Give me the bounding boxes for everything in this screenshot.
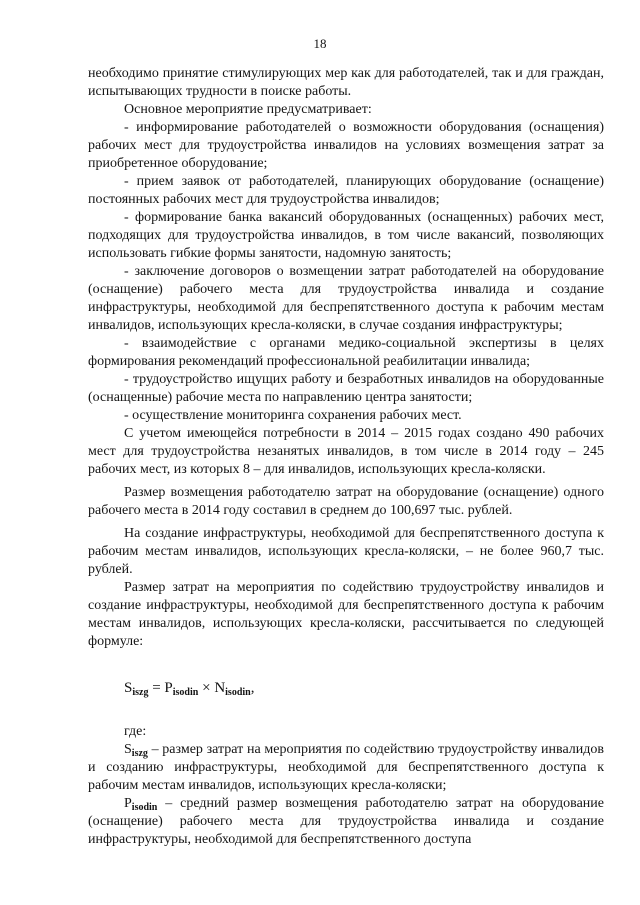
paragraph: На создание инфраструктуры, необходимой для беспрепятственного доступа к рабочим местам инвалидов, использующих кресла-коляски, – не более 960,7 тыс. рублей. [88, 526, 604, 577]
formula: $S_{iszg} = P_{isodin} \times N_{isodin}$, [124, 680, 255, 698]
list-item: - осуществление мониторинга сохранения рабочих мест. [124, 408, 462, 423]
paragraph: Размер возмещения работодателю затрат на оборудование (оснащение) одного рабочего места в 2014 году составил в среднем до 100,697 тыс. рублей. [88, 485, 604, 518]
paragraph: Основное мероприятие предусматривает: [124, 102, 372, 117]
list-item: - информирование работодателей о возможности оборудования (оснащения) рабочих мест для трудоустройства инвалидов на условиях возмещения затрат за приобретенное оборудование; [88, 120, 604, 171]
list-item: - прием заявок от работодателей, планирующих оборудование (оснащение) постоянных рабочих мест для трудоустройства инвалидов; [88, 174, 604, 207]
page-number: 18 [313, 36, 327, 51]
list-item: - трудоустройство ищущих работу и безработных инвалидов на оборудованные (оснащенные) рабочие места по направлению центра занятости; [88, 372, 604, 405]
definition-p-isodin: $P_{isodin}$ – средний размер возмещения работодателю затрат на оборудование (оснащение) рабочего места для трудоустройства инвалида и создание инфраструктуры, необходимой для беспрепятственного доступа [88, 796, 604, 847]
list-item: - взаимодействие с органами медико-социальной экспертизы в целях формирования рекомендаций профессиональной реабилитации инвалида; [88, 336, 604, 369]
definition-s-iszg: $S_{iszg}$ – размер затрат на мероприятия по содействию трудоустройству инвалидов и созданию инфраструктуры, необходимой для беспрепятственного доступа к рабочим местам инвалидов, использующих кресла-коляски; [88, 742, 604, 793]
paragraph: необходимо принятие стимулирующих мер как для работодателей, так и для граждан, испытывающих трудности в поиске работы. [88, 66, 604, 99]
where-label: где: [124, 724, 147, 739]
list-item: - формирование банка вакансий оборудованных (оснащенных) рабочих мест, подходящих для трудоустройства инвалидов, в том числе вакансий, позволяющих использовать гибкие формы занятости, надомную занятость; [88, 210, 604, 261]
list-item: - заключение договоров о возмещении затрат работодателей на оборудование (оснащение) рабочего места для трудоустройства инвалида и создание инфраструктуры, необходимой для беспрепятственного доступа к рабочим местам инвалидов, использующих кресла-коляски, в случае создания инфраструктуры; [88, 264, 604, 333]
paragraph: С учетом имеющейся потребности в 2014 – 2015 годах создано 490 рабочих мест для трудоустройства незанятых инвалидов, в том числе в 2014 году – 245 рабочих мест, из которых 8 – для инвалидов, использующих кресла-коляски. [88, 426, 604, 477]
paragraph: Размер затрат на мероприятия по содействию трудоустройству инвалидов и создание инфраструктуры, необходимой для беспрепятственного доступа к рабочим местам инвалидов, использующих кресла-коляски, рассчитывается по следующей формуле: [88, 580, 604, 649]
document-body [88, 65, 604, 849]
